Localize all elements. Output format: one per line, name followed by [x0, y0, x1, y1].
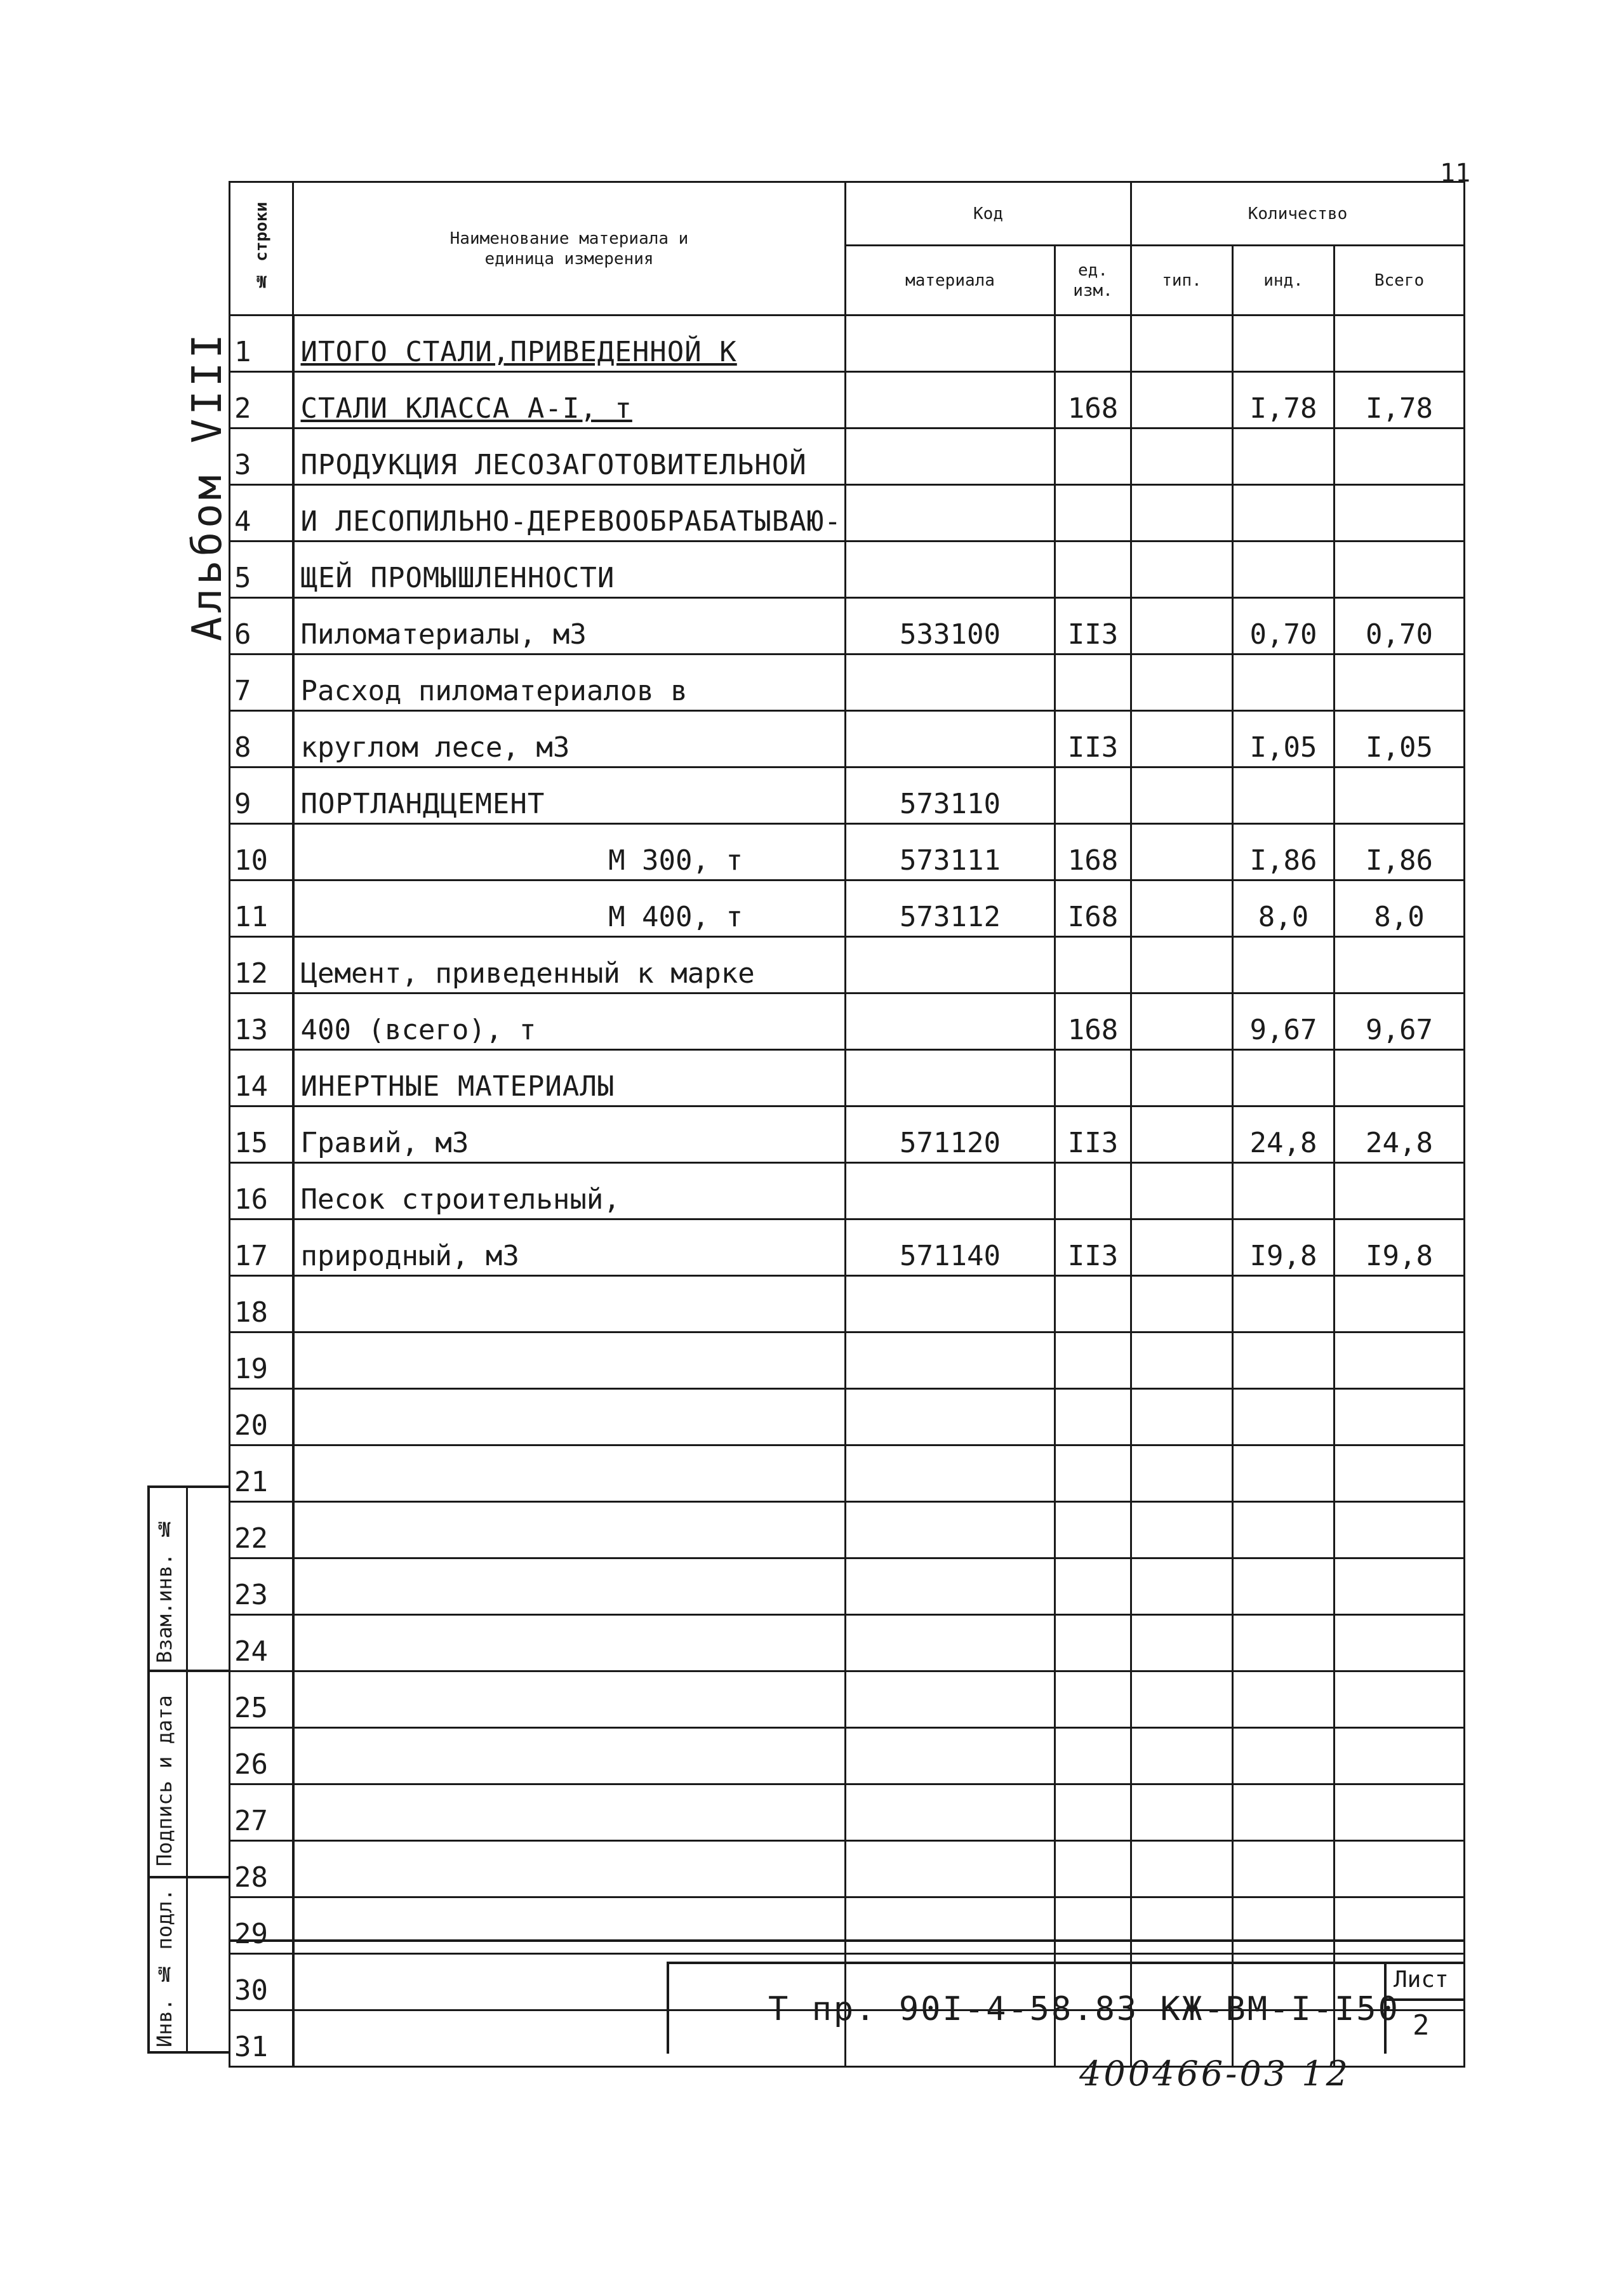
material-code [846, 1841, 1055, 1897]
qty-typ [1131, 485, 1233, 542]
material-name [293, 1615, 846, 1671]
sheet-divider [1384, 1998, 1463, 2001]
row-number: 13 [230, 993, 293, 1050]
table-row [230, 1389, 1465, 1445]
qty-typ [1131, 824, 1233, 880]
qty-typ [1131, 1558, 1233, 1615]
material-code [846, 937, 1055, 993]
qty-ind: 0,70 [1233, 598, 1334, 654]
qty-total [1334, 1050, 1465, 1106]
unit-code [1055, 1050, 1131, 1106]
unit-code: II3 [1055, 1219, 1131, 1276]
unit-code [1055, 1841, 1131, 1897]
unit-code [1055, 1389, 1131, 1445]
qty-total [1334, 1615, 1465, 1671]
row-number: 10 [230, 824, 293, 880]
side-label-replacement-inv: Взам.инв. № [152, 1517, 176, 1663]
qty-typ [1131, 1445, 1233, 1502]
material-name: ИТОГО СТАЛИ,ПРИВЕДЕННОЙ К [293, 316, 846, 372]
material-code [846, 1615, 1055, 1671]
qty-ind: 24,8 [1233, 1106, 1334, 1163]
row-number: 30 [230, 1954, 293, 2010]
qty-ind [1233, 1332, 1334, 1389]
material-code [846, 1389, 1055, 1445]
table-row [230, 1332, 1465, 1389]
row-number: 31 [230, 2010, 293, 2067]
material-name: И ЛЕСОПИЛЬНО-ДЕРЕВООБРАБАТЫВАЮ- [293, 485, 846, 542]
material-code [846, 1502, 1055, 1558]
qty-total [1334, 316, 1465, 372]
table-row [230, 372, 1465, 429]
qty-total [1334, 1502, 1465, 1558]
row-number: 26 [230, 1728, 293, 1784]
qty-total: 24,8 [1334, 1106, 1465, 1163]
qty-typ [1131, 1389, 1233, 1445]
qty-total [1334, 767, 1465, 824]
row-number: 23 [230, 1558, 293, 1615]
material-name: ПОРТЛАНДЦЕМЕНТ [293, 767, 846, 824]
document-designation: Т пр. 90I-4-58.83 КЖ-ВМ-I-I50 [768, 1990, 1400, 2028]
qty-total [1334, 429, 1465, 485]
row-number: 3 [230, 429, 293, 485]
row-number: 27 [230, 1784, 293, 1841]
qty-ind [1233, 1276, 1334, 1332]
side-label-signature-date: Подпись и дата [152, 1695, 176, 1866]
table-row [230, 993, 1465, 1050]
qty-total [1334, 937, 1465, 993]
row-number: 20 [230, 1389, 293, 1445]
unit-code: II3 [1055, 1106, 1131, 1163]
material-name: Гравий, м3 [293, 1106, 846, 1163]
row-number: 15 [230, 1106, 293, 1163]
row-number: 14 [230, 1050, 293, 1106]
table-row [230, 1276, 1465, 1332]
sheet-label: Лист [1394, 1967, 1449, 1993]
qty-total: 0,70 [1334, 598, 1465, 654]
material-code: 573110 [846, 767, 1055, 824]
material-code [846, 485, 1055, 542]
table-row [230, 429, 1465, 485]
table-row [230, 1163, 1465, 1219]
unit-code [1055, 1671, 1131, 1728]
unit-code [1055, 1615, 1131, 1671]
table-row [230, 711, 1465, 767]
header-row-number: № строки [230, 182, 293, 316]
qty-ind [1233, 542, 1334, 598]
unit-code [1055, 429, 1131, 485]
unit-code [1055, 1445, 1131, 1502]
qty-total [1334, 485, 1465, 542]
material-code [846, 316, 1055, 372]
unit-code [1055, 485, 1131, 542]
qty-ind [1233, 316, 1334, 372]
header-quantity-group: Количество [1131, 182, 1465, 246]
table-body [230, 316, 1465, 2067]
material-name [293, 1784, 846, 1841]
qty-typ [1131, 1728, 1233, 1784]
unit-code: 168 [1055, 993, 1131, 1050]
row-number: 6 [230, 598, 293, 654]
material-code: 571140 [846, 1219, 1055, 1276]
qty-total [1334, 654, 1465, 711]
row-number: 9 [230, 767, 293, 824]
unit-code [1055, 1332, 1131, 1389]
qty-ind: 8,0 [1233, 880, 1334, 937]
sheet-number: 2 [1413, 2009, 1430, 2042]
qty-typ [1131, 429, 1233, 485]
material-name: М 400, т [293, 880, 846, 937]
qty-total: I,86 [1334, 824, 1465, 880]
table-row [230, 1671, 1465, 1728]
table-row [230, 1841, 1465, 1897]
table-row [230, 767, 1465, 824]
material-code: 533100 [846, 598, 1055, 654]
handwritten-note: 400466-03 12 [1079, 2054, 1350, 2094]
table-row [230, 1784, 1465, 1841]
qty-typ [1131, 542, 1233, 598]
row-number: 18 [230, 1276, 293, 1332]
row-number: 22 [230, 1502, 293, 1558]
qty-typ [1131, 767, 1233, 824]
material-code [846, 429, 1055, 485]
qty-ind [1233, 767, 1334, 824]
qty-total [1334, 1558, 1465, 1615]
side-strip-divider [147, 1670, 229, 1672]
page-corner-number: 11 [1440, 159, 1471, 188]
unit-code [1055, 1728, 1131, 1784]
material-name: Песок строительный, [293, 1163, 846, 1219]
material-name [293, 1389, 846, 1445]
row-number: 19 [230, 1332, 293, 1389]
header-material-code: материала [846, 246, 1055, 316]
qty-total [1334, 542, 1465, 598]
qty-ind [1233, 1615, 1334, 1671]
unit-code [1055, 1558, 1131, 1615]
unit-code [1055, 937, 1131, 993]
qty-typ [1131, 1106, 1233, 1163]
qty-total [1334, 1671, 1465, 1728]
qty-typ [1131, 1332, 1233, 1389]
unit-code [1055, 1276, 1131, 1332]
qty-ind [1233, 1558, 1334, 1615]
material-code [846, 654, 1055, 711]
qty-total [1334, 1728, 1465, 1784]
material-name [293, 1841, 846, 1897]
row-number: 8 [230, 711, 293, 767]
qty-typ [1131, 993, 1233, 1050]
header-material-name: Наименование материала и единица измерения [293, 182, 846, 316]
qty-ind [1233, 1671, 1334, 1728]
qty-total: 8,0 [1334, 880, 1465, 937]
qty-ind [1233, 1445, 1334, 1502]
material-name: 400 (всего), т [293, 993, 846, 1050]
qty-typ [1131, 1841, 1233, 1897]
material-name: Пиломатериалы, м3 [293, 598, 846, 654]
material-code [846, 1163, 1055, 1219]
row-number: 7 [230, 654, 293, 711]
unit-code: 168 [1055, 372, 1131, 429]
qty-ind: I9,8 [1233, 1219, 1334, 1276]
qty-total [1334, 1445, 1465, 1502]
material-name [293, 1558, 846, 1615]
row-number: 11 [230, 880, 293, 937]
table-row [230, 1728, 1465, 1784]
material-code [846, 1276, 1055, 1332]
material-name: Расход пиломатериалов в [293, 654, 846, 711]
material-name: ЩЕЙ ПРОМЫШЛЕННОСТИ [293, 542, 846, 598]
qty-typ [1131, 1671, 1233, 1728]
qty-typ [1131, 372, 1233, 429]
qty-ind [1233, 1502, 1334, 1558]
unit-code: 168 [1055, 824, 1131, 880]
qty-typ [1131, 880, 1233, 937]
table-row [230, 1445, 1465, 1502]
qty-total [1334, 1163, 1465, 1219]
qty-ind: I,86 [1233, 824, 1334, 880]
side-strip-divider [147, 1876, 229, 1878]
qty-typ [1131, 1784, 1233, 1841]
material-name [293, 1332, 846, 1389]
qty-typ [1131, 937, 1233, 993]
unit-code [1055, 1163, 1131, 1219]
header-typ: тип. [1131, 246, 1233, 316]
qty-ind [1233, 1050, 1334, 1106]
table-row [230, 824, 1465, 880]
table-row [230, 542, 1465, 598]
unit-code: II3 [1055, 598, 1131, 654]
qty-total [1334, 1276, 1465, 1332]
unit-code [1055, 654, 1131, 711]
row-number: 1 [230, 316, 293, 372]
row-number: 24 [230, 1615, 293, 1671]
material-code [846, 711, 1055, 767]
table-row [230, 1615, 1465, 1671]
side-label-original-inv: Инв. № подл. [152, 1889, 176, 2047]
material-code [846, 372, 1055, 429]
unit-code [1055, 1502, 1131, 1558]
unit-code [1055, 767, 1131, 824]
material-code [846, 993, 1055, 1050]
unit-code [1055, 1784, 1131, 1841]
material-code [846, 1784, 1055, 1841]
material-name: ПРОДУКЦИЯ ЛЕСОЗАГОТОВИТЕЛЬНОЙ [293, 429, 846, 485]
material-code [846, 1558, 1055, 1615]
row-number: 17 [230, 1219, 293, 1276]
row-number: 16 [230, 1163, 293, 1219]
unit-code: I68 [1055, 880, 1131, 937]
row-number: 5 [230, 542, 293, 598]
qty-total [1334, 1784, 1465, 1841]
row-number: 21 [230, 1445, 293, 1502]
qty-typ [1131, 1050, 1233, 1106]
qty-total [1334, 1841, 1465, 1897]
unit-code [1055, 316, 1131, 372]
row-number: 25 [230, 1671, 293, 1728]
qty-ind [1233, 1784, 1334, 1841]
material-code [846, 1332, 1055, 1389]
material-name [293, 1276, 846, 1332]
table-row [230, 1558, 1465, 1615]
material-code [846, 1445, 1055, 1502]
table-row [230, 1050, 1465, 1106]
unit-code [1055, 542, 1131, 598]
header-unit: ед. изм. [1055, 246, 1131, 316]
material-name: ИНЕРТНЫЕ МАТЕРИАЛЫ [293, 1050, 846, 1106]
unit-code: II3 [1055, 711, 1131, 767]
qty-ind [1233, 1163, 1334, 1219]
qty-ind: I,78 [1233, 372, 1334, 429]
qty-typ [1131, 1276, 1233, 1332]
qty-ind [1233, 1389, 1334, 1445]
material-code [846, 1728, 1055, 1784]
table-row [230, 1219, 1465, 1276]
table-row [230, 1502, 1465, 1558]
material-name: М 300, т [293, 824, 846, 880]
qty-total: I,78 [1334, 372, 1465, 429]
material-name: круглом лесе, м3 [293, 711, 846, 767]
table-row [230, 1106, 1465, 1163]
table-row [230, 598, 1465, 654]
materials-table [229, 181, 1465, 2068]
qty-typ [1131, 654, 1233, 711]
qty-total: I9,8 [1334, 1219, 1465, 1276]
row-number: 28 [230, 1841, 293, 1897]
table-row [230, 937, 1465, 993]
qty-total [1334, 1389, 1465, 1445]
material-name: природный, м3 [293, 1219, 846, 1276]
material-code [846, 542, 1055, 598]
album-label: Альбом VIII [184, 330, 231, 641]
material-name: СТАЛИ КЛАССА А-I, т [293, 372, 846, 429]
qty-total: I,05 [1334, 711, 1465, 767]
qty-ind [1233, 1728, 1334, 1784]
header-total: Всего [1334, 246, 1465, 316]
material-name [293, 1728, 846, 1784]
qty-total: 9,67 [1334, 993, 1465, 1050]
material-code [846, 1671, 1055, 1728]
qty-typ [1131, 316, 1233, 372]
material-name [293, 1671, 846, 1728]
table-row [230, 485, 1465, 542]
qty-ind: 9,67 [1233, 993, 1334, 1050]
row-number: 2 [230, 372, 293, 429]
row-number: 12 [230, 937, 293, 993]
qty-ind [1233, 937, 1334, 993]
table-row [230, 316, 1465, 372]
header-code-group: Код [846, 182, 1131, 246]
material-name [293, 1502, 846, 1558]
qty-total [1334, 1332, 1465, 1389]
row-number: 4 [230, 485, 293, 542]
qty-ind: I,05 [1233, 711, 1334, 767]
material-name: Цемент, приведенный к марке [293, 937, 846, 993]
material-code: 573111 [846, 824, 1055, 880]
qty-ind [1233, 1841, 1334, 1897]
material-name [293, 1445, 846, 1502]
qty-typ [1131, 1502, 1233, 1558]
qty-typ [1131, 1219, 1233, 1276]
qty-typ [1131, 598, 1233, 654]
row-number: 29 [230, 1897, 293, 1954]
table-row [230, 654, 1465, 711]
header-ind: инд. [1233, 246, 1334, 316]
qty-typ [1131, 711, 1233, 767]
material-code: 573112 [846, 880, 1055, 937]
qty-typ [1131, 1163, 1233, 1219]
table-row [230, 880, 1465, 937]
qty-typ [1131, 1615, 1233, 1671]
material-code: 571120 [846, 1106, 1055, 1163]
qty-ind [1233, 485, 1334, 542]
material-code [846, 1050, 1055, 1106]
qty-ind [1233, 429, 1334, 485]
qty-ind [1233, 654, 1334, 711]
